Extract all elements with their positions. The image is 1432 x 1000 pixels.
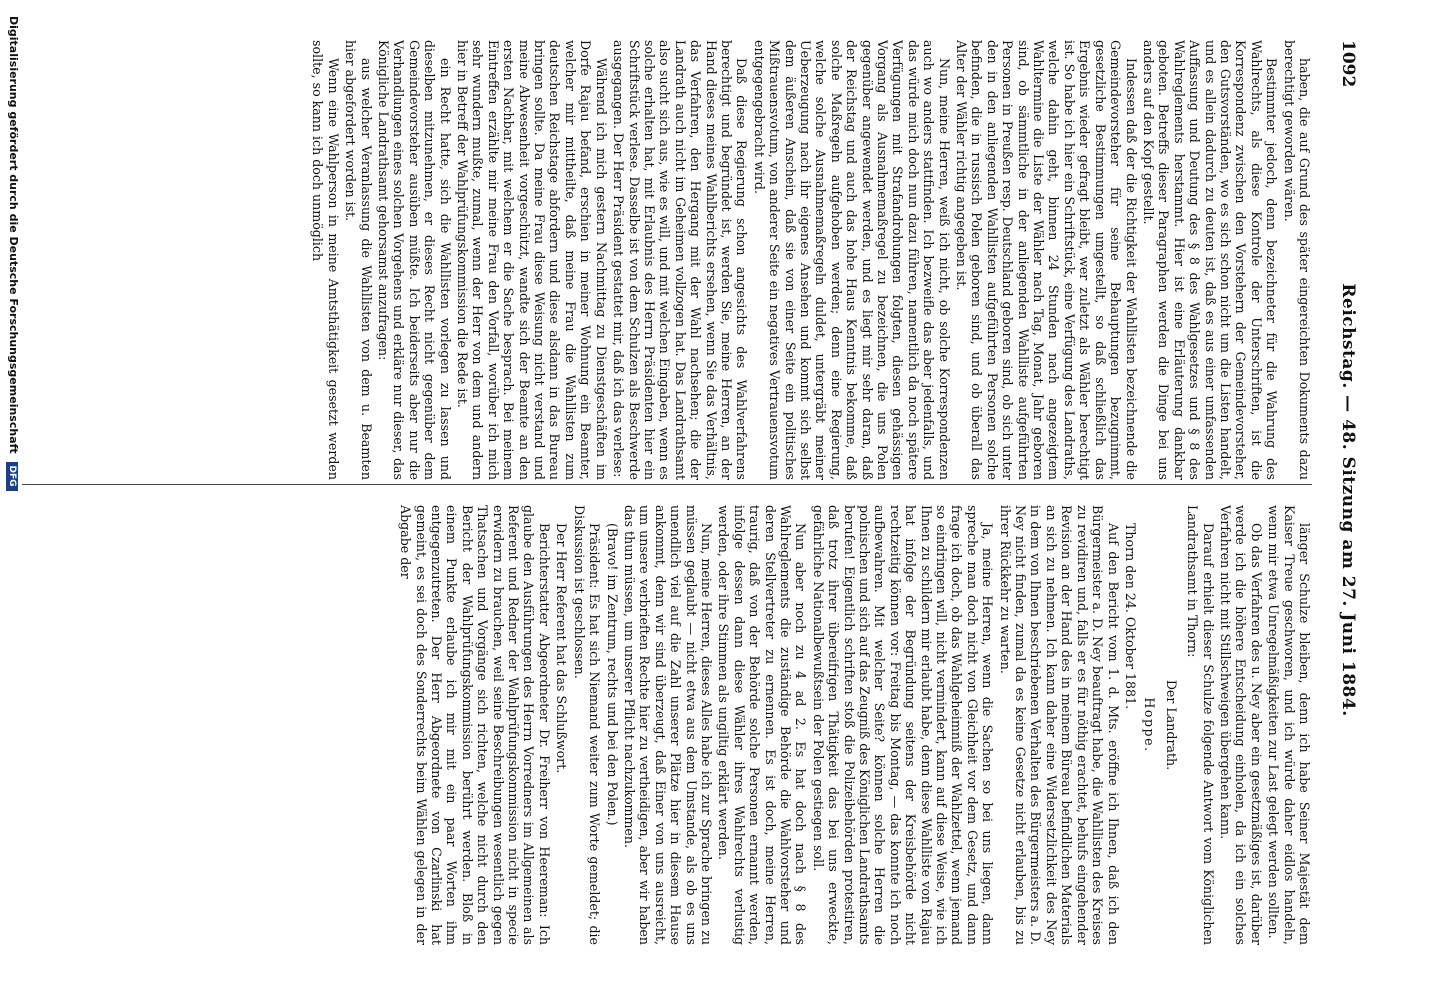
paragraph: Berichterstatter Abgeordneter Dr. Freiherr von Heereman: Ich glaube den Ausführungen des Herrn Vorredners im Allgemeinen als Referent und Redner der Wahlprüfungskommission nicht in specie erwidern zu brauchen, weil seine Beschreibungen wesentlich gegen Thatsachen und Vorgänge sich richten, welche nicht durch den Bericht der Wahlprüfungskommission berührt werden. Bloß in einem Punkte erlaube ich mir mit ein paar Worten ihm entgegenzutreten. Der Herr Abgeordnete von Czarlinski hat gemeint, es sei doch des Sonderrechts beim Wählen gelegen in der Abgabe der [398, 505, 552, 945]
page-number: 1092 [1338, 40, 1358, 88]
paragraph: Hoppe. [1142, 697, 1158, 753]
paragraph: Während ich mich gestern Nachmittag zu Dienstgeschäften im Dorfe Rajau befand, erschien in meiner Wohnung ein Beamter, welcher mir mittheilte, daß meine Frau die Wahllisten zum deutschen Reichstage abfordern und diese alsdann in das Bureau bringen sollte. Da meine Frau diese Weisung nicht verstand und meine Abwesenheit vorgeschützt, wandte sich der Beamte an den ersten Nachbar, mit welchem er die Sache besprach. Bei meinem Eintreffen erzählte mir meine Frau den Vorfall, worüber ich mich sehr wundern mußte, zumal, wenn der Herr von dem und andern hier in Betreff der Wahlprüfungskommission die Rede ist. [455, 40, 609, 480]
paragraph: (Bravo! im Zentrum, rechts und bei den Polen.) [604, 523, 620, 826]
right-text-column [22, 505, 1312, 945]
page-title: Reichstag. — 48. Sitzung am 27. Juni 1884. [1338, 283, 1358, 717]
paragraph: Indessen daß der die Richtigkeit der Wahllisten bezeichnende die Gemeindevorsteher für seine Behauptungen bezugnimmt, gesetzliche Bestimmungen umgestellt, so daß schließlich das Ergebnis wieder gefragt bleibt, wer zuletzt als Wähler berechtigt ist. So habe ich hier ein Schriftstück, eine Verfügung des Landraths, welche dahin geht, binnen 24 Stunden nach angezeigtem Wahltermine die Liste der Wähler nach Tag, Monat, Jahr geboren sind, ob sämmtliche in der anliegenden Wahlliste aufgeführten Personen in Preußen resp. Deutschland geboren sind, ob sich unter den in den anliegenden Wahllisten aufgeführten Personen solche befinden, die in russisch Polen geboren sind, und ob überall das Alter der Wähler richtig angegeben ist. [954, 40, 1139, 480]
paragraph: Darauf erhielt dieser Schulze folgende Antwort vom Königlichen Landrathsamt in Thorn: [1185, 505, 1216, 945]
column-divider [22, 484, 1312, 485]
paragraph: länger Schulze bleiben, denn ich habe Seiner Majestät dem Kaiser Treue geschworen, und ich würde daher eidlos handeln, wenn mir etwa Unregelmäßigkeiten zur Last gelegt werden sollten. [1266, 505, 1312, 945]
paragraph: Auf den Bericht vom 1. d. Mts. eröffne ich Ihnen, daß ich den Bürgermeister a. D. Ney beauftragt habe, die Wahllisten des Kreises zu revidiren und, falls er es für nöthig erachtet, behufs eingehender Revision an der Hand des in meinem Büreau befindlichen Materials an sich zu nehmen. Ich kann daher eine Widersetzlichkeit des Ney in dem von Ihnen beschriebenen Verhalten des Bürgermeisters a. D. Ney nicht finden, zumal da es keine Gesetze nicht erlauben, bis zu ihrer Rückkehr zu warten. [997, 505, 1121, 945]
paragraph: Nun, meine Herren, dieses Alles habe ich zur Sprache bringen zu müssen geglaubt — nicht etwa aus dem Umstande, als ob es uns unendlich viel auf die Zahl unserer Plätze hier in diesem Hause ankommt, denn wir sind überzeugt, daß Einer von uns ausreicht, um unsere verbrieften Rechte hier zu vertheidigen, aber wir haben das thun müssen, um unserer Pflicht nachzukommen. [621, 505, 714, 945]
paragraph: Präsident: Es hat sich Niemand weiter zum Worte gemeldet; die Diskussion ist geschlossen. [571, 505, 603, 945]
paragraph: Ob das Verfahren des u. Ney aber ein gesetzmäßiges ist, darüber werde ich die höhere Entscheidung einholen, da ich ein solches Verfahren nicht mit Stillschweigen übergehen kann. [1217, 505, 1264, 945]
page-header [1328, 0, 1358, 1000]
paragraph: Thorn den 24. Oktober 1881. [1122, 523, 1138, 710]
paragraph: ein Recht hatte, sich die Wahllisten vorlegen zu lassen und dieselben mitzunehmen, er dieses Recht nicht gegenüber dem Gemeindevorsteher ausüben müßte. Ich beiderseits aber nur die Verhandlungen eines solchen Vorgehens und erkläre nur dieser, das Königliche Landrathsamt gehorsamst anzufragen: [376, 40, 453, 480]
paragraph: haben, die auf Grund des später eingereichten Dokuments dazu berechtigt geworden wären. [1281, 40, 1312, 480]
paragraph: Wenn eine Wahlperson in meine Amtsthätigkeit gesetzt werden sollte, so kann ich doch unmöglich [310, 40, 341, 480]
paragraph: Bestimmter jedoch, denn bezeichneter für die Wahrung des Wahlrechts, als diese Kontrole der Unterschriften, ist die Korrespondenz zwischen den Vorstehern der Gemeindevorsteher, den Gutsvorständen, wo es sich schon nicht um die Listen handelt, und es allein dadurch zu deuten ist, daß es aus einer umfassenden Auffassung und Deutung des § 8 des Wahlgesetzes und § 8 des Wahlreglements herstammt. Hier ist eine Erläuterung dankbar geboten. Betreffs dieser Paragraphen werden die Dinge bei uns anders auf den Kopf gestellt. [1140, 40, 1280, 480]
paragraph: Nun, meine Herren, weiß ich nicht, ob solche Korrespondenzen auch wo anders stattfinden. Ich bezweifle das aber jedenfalls, und das würde mich doch nun dazu führen, namentlich da noch spätere Verfügungen mit Strafandrohungen folgten, diesen gehässigen Vorgang als Ausnahmemaßregel zu bezeichnen, die uns Polen gegenüber angewendet werden, und es liegt mir sehr daran, daß der Reichstag und auch das hohe Haus Kenntnis bekomme, daß solche Maßregeln aufgehoben werden; denn eine Regierung, welche solche Ausnahmemaßregeln duldet, untergräbt meiner Ueberzeugung nach ihr eigenes Ansehen und kommt sich selbst dem äußeren Anschein, daß sie von einer Seite ein politisches Mißtrauensvotum, von anderer Seite ein negatives Vertrauensvotum entgegengebracht wird. [751, 40, 952, 480]
left-text-column [22, 40, 1312, 480]
paragraph: Der Landrath. [1163, 679, 1179, 771]
dfg-logo: DFG [6, 462, 18, 491]
paragraph: Der Herr Referent hat das Schlußwort. [554, 523, 570, 774]
paragraph: aus welcher Veranlassung die Wahllisten von dem u. Beamten hier abgefordert worden ist. [343, 40, 374, 480]
paragraph: Daß diese Regierung schon angesichts des Wahlverfahrens berechtigt und begründet ist, werden Sie, meine Herren, an der Hand dieses meines Wahlberichts ersehen, wenn Sie das Verhältnis, das Verfahren, den Hergang mit der Wahl nachsehen; die der Landrath auch nicht im Geheimen vollzogen hat. Das Landrathsamt also sucht sich aus, wie es will, und mit welchen Eingaben, wenn es solche erhalten hat, mit Erlaubnis des Herrn Präsidenten hier ein Schriftstück verlese. Dasselbe ist von dem Schulzen als Beschwerde ausgegangen. Der Herr Präsident gestattet mir, daß ich das verlese: [611, 40, 750, 480]
paragraph: Ja, meine Herren, wenn die Sachen so bei uns liegen, dann spreche man doch nicht von Gleichheit vor dem Gesetz, und dann frage ich doch, ob das Wahlgeheimniß der Wahlzettel, wenn jemand so eindringen will, nicht vermindert, kann auf diese Weise, wie ich Ihnen zu schildern mir erlaubt habe, denn diese Wahlliste von Rajau hat infolge der Begründung seitens der Kreisbehörde nicht rechtzeitig können vor: Freitag bis Montag, — das konnte ich noch aufbewahren. Mit welcher Seite? können solche Herren die polnischen und sich auf das Zeugniß des Königlichen Landrathsamts berufen! Eigentlich schriften stoß die Polizeibehörden protestiren, daß trotz ihrer übereifrigen Thätigkeit das bei uns erweckte, gefährliche Nationalbewußtsein der Polen gestiegen soll. [810, 505, 996, 945]
footer-text: Digitalisierung gefördert durch die Deutsche Forschungsgemeinschaft [7, 16, 20, 454]
paragraph: Nun aber noch zu 4 ad 2. Es hat doch nach § 8 des Wahlreglements die zuständige Behörde die Wahlvorsteher und deren Stellvertreter zu ernennen. Es ist doch, meine Herren, traurig, daß von der Behörde solche Personen ernannt werden, infolge dessen dann diese Wähler ihres Wahlrechts verlustig werden, oder ihre Stimmen als ungiltig erklärt werden. [716, 505, 809, 945]
